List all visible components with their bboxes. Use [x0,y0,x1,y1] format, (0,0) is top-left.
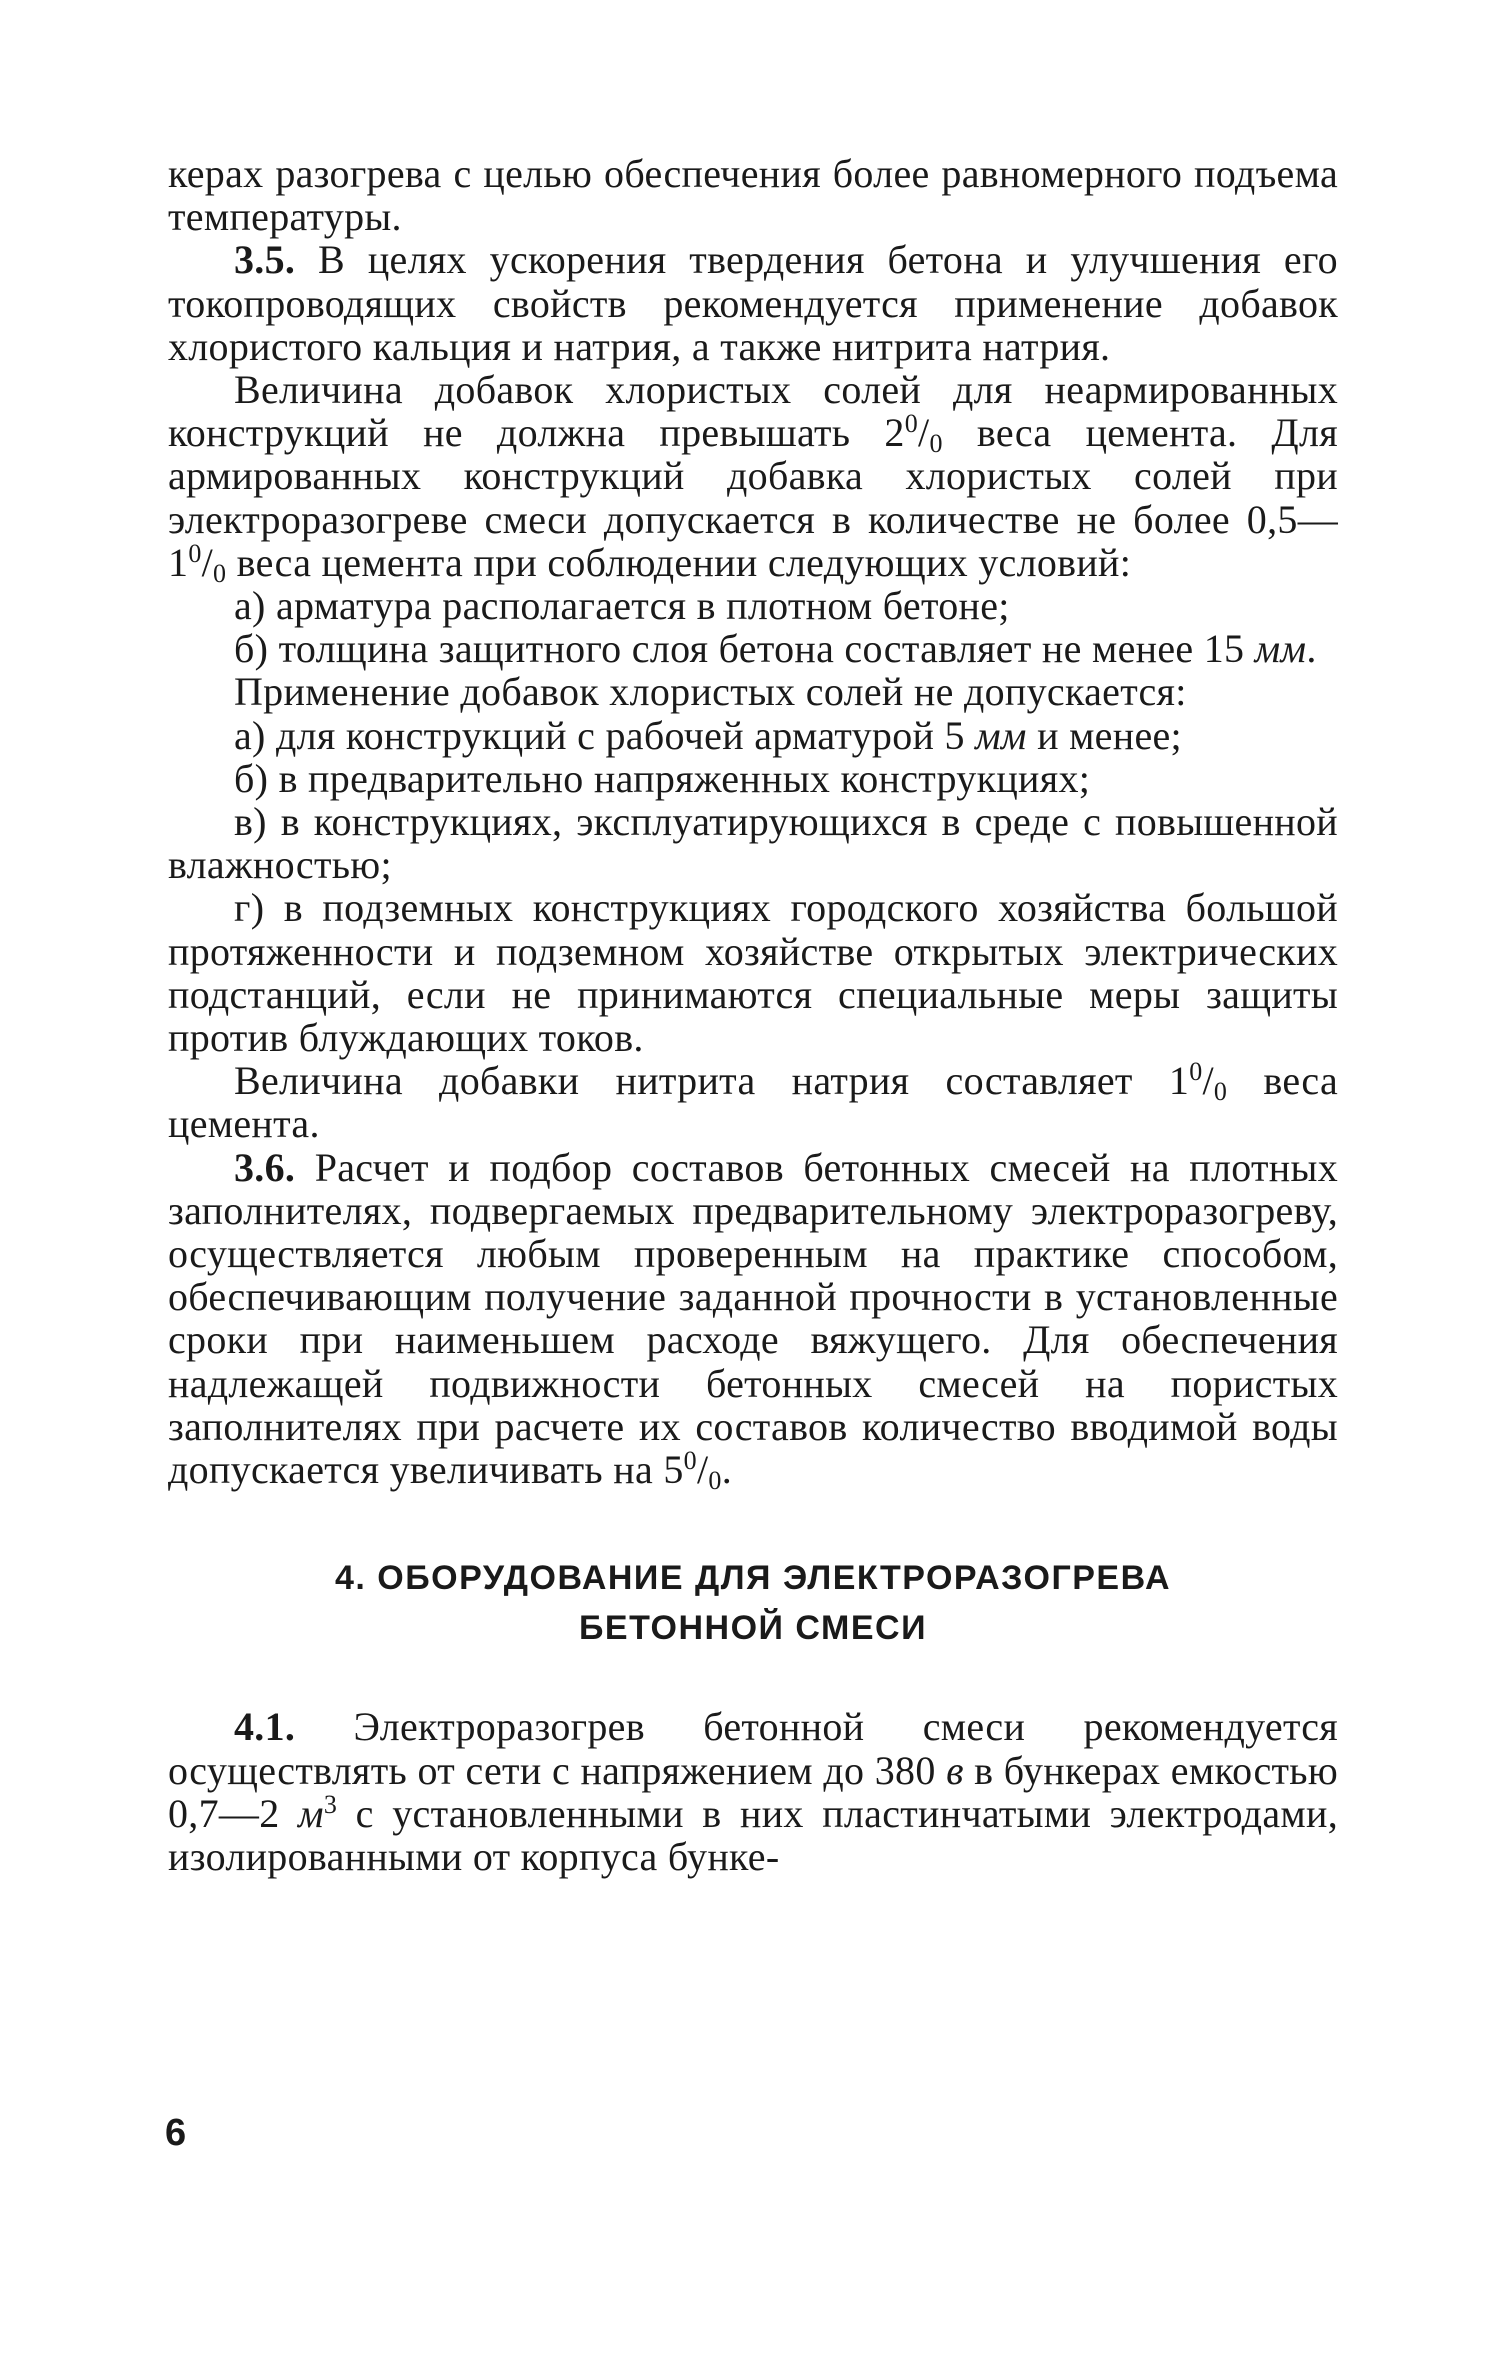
paragraph-text-part3: веса цемента при соблюдении следующих условий: [226,539,1132,585]
percent-sup: 0 [1189,1057,1203,1087]
list-item-b2 [168,757,1338,800]
clause-number: 3.6. [234,1144,296,1190]
list-item-text: а) для конструкций с рабочей арматурой 5 [234,712,976,758]
paragraph-text: В целях ускорения твердения бетона и улучшения его токопроводящих свойств рекомендуется применение добавок хлористого кальция и натрия, а также нитрита натрия. [168,237,1338,369]
paragraph-text: Применение добавок хлористых солей не допускается: [234,669,1187,715]
cubic-sup: 3 [323,1789,338,1819]
page-body [168,152,1338,1878]
paragraph-nitrite [168,1059,1338,1145]
paragraph-text: Величина добавки нитрита натрия составляет 1 [234,1058,1190,1104]
percent-sub: 0 [708,1466,722,1496]
list-item-text: а) арматура располагается в плотном бетоне; [234,583,1010,629]
unit-volt: в [946,1747,964,1793]
list-item-text: г) в подземных конструкциях городского хозяйства большой протяженности и подземном хозяйстве открытых электрических подстанций, если не принимаются специальные меры защиты против блуждающих токов. [168,885,1338,1061]
percent-slash: / [201,539,214,585]
unit-cubic-meter: м [298,1790,324,1836]
percent-sup: 0 [904,409,919,439]
percent-slash: / [1202,1058,1214,1104]
paragraph-continuation [168,152,1338,238]
page-number: 6 [165,2112,187,2154]
list-item-text: б) толщина защитного слоя бетона составляет не менее 15 [234,626,1255,672]
percent-sup: 0 [683,1446,697,1476]
paragraph-not-allowed [168,670,1338,713]
clause-number: 4.1. [234,1704,296,1750]
list-item-a2 [168,714,1338,757]
list-item-end: . [1306,626,1317,672]
section-heading-line2: БЕТОННОЙ СМЕСИ [578,1609,928,1648]
unit-mm: мм [975,712,1027,758]
percent-sub: 0 [1213,1077,1228,1107]
percent-sub: 0 [213,558,227,588]
list-item-end: и менее; [1026,712,1182,758]
paragraph-chloride-amount [168,367,1338,588]
paragraph-text-part2: веса цемента. Для армированных конструкций добавка хлористых солей при электроразогреве смеси допускается в количестве не более 0,5—1 [168,410,1338,585]
list-item-b [168,627,1338,670]
unit-mm: мм [1254,626,1307,672]
list-item-a [168,584,1338,627]
paragraph-3-6 [168,1144,1338,1496]
list-item-text: б) в предварительно напряженных конструкциях; [234,755,1091,801]
paragraph-end: . [721,1447,732,1493]
paragraph-text-part2: в бункерах емкостью 0,7—2 [168,1747,1339,1836]
paragraph-end: веса цемента. [168,1058,1338,1147]
percent-sup: 0 [188,538,202,568]
percent-sub: 0 [929,429,943,459]
paragraph-3-5 [168,238,1338,368]
paragraph-4-1 [168,1705,1338,1878]
percent-slash: / [918,410,930,456]
paragraph-text-part1: Электроразогрев бетонной смеси рекомендуется осуществлять от сети с напряжением до 380 [168,1704,1338,1793]
paragraph-text-part1: Величина добавок хлористых солей для неармированных конструкций не должна превышать 2 [168,367,1338,456]
paragraph-text: керах разогрева с целью обеспечения более равномерного подъема температуры. [168,151,1338,240]
section-heading-line1: 4. ОБОРУДОВАНИЕ ДЛЯ ЭЛЕКТРОРАЗОГРЕВА [335,1559,1171,1598]
paragraph-text-part3: с установленными в них пластинчатыми электродами, изолированными от корпуса бунке- [168,1790,1338,1879]
paragraph-text: Расчет и подбор составов бетонных смесей на плотных заполнителях, подвергаемых предварительному электроразогреву, осуществляется любым проверенным на практике способом, обеспечивающим получение заданной прочности в установленные сроки при наименьшем расходе вяжущего. Для обеспечения надлежащей подвижности бетонных смесей на пористых заполнителях при расчете их составов количество вводимой воды допускается увеличивать на 5 [168,1144,1338,1493]
list-item-g [168,886,1338,1059]
clause-number: 3.5. [234,237,296,283]
list-item-v [168,800,1338,886]
percent-slash: / [696,1447,709,1493]
list-item-text: в) в конструкциях, эксплуатирующихся в среде с повышенной влажностью; [168,799,1338,888]
section-heading [168,1553,1338,1653]
